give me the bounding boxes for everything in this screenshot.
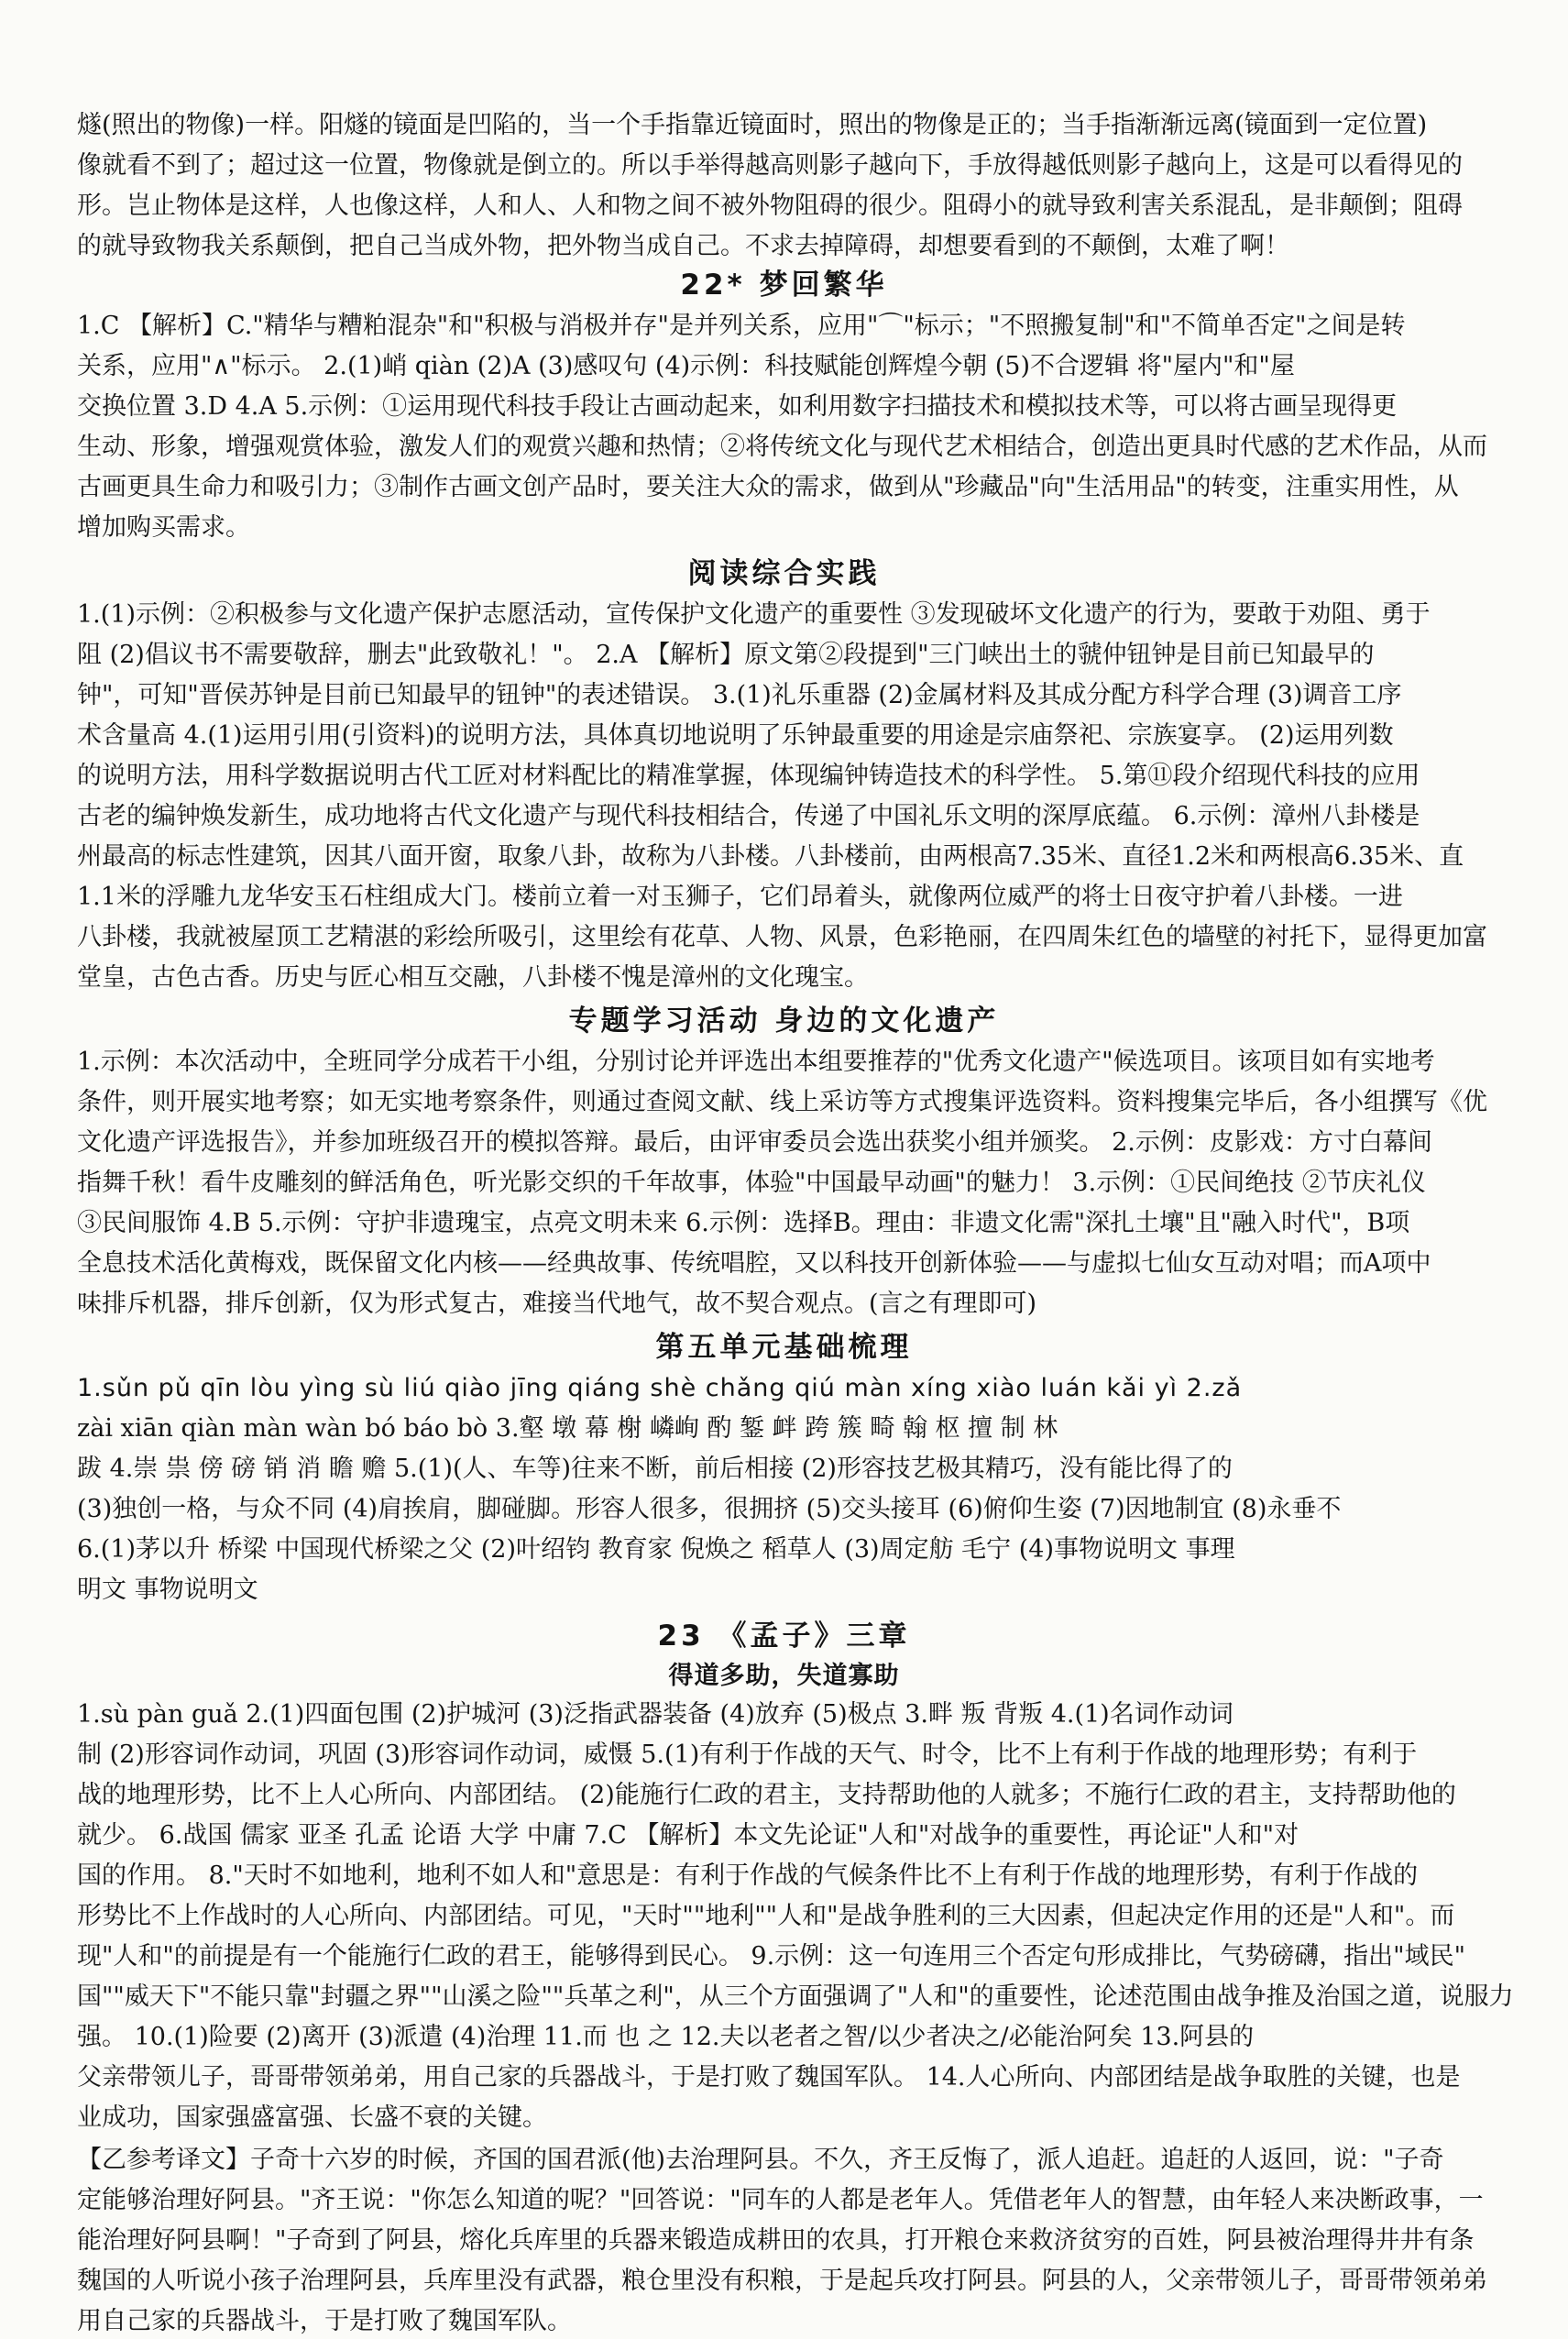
translation-line: 定能够治理好阿县。"齐王说："你怎么知道的呢？"回答说："同车的人都是老年人。凭借老年人的智慧，由年轻人来决断政事，一 [77, 2186, 1484, 2214]
text-line: 州最高的标志性建筑，因其八面开窗，取象八卦，故称为八卦楼。八卦楼前，由两根高7.35米、直径1.2米和两根高6.35米、直 [77, 842, 1464, 871]
text-line: 6.(1)茅以升 桥梁 中国现代桥梁之父 (2)叶绍钧 教育家 倪焕之 稻草人 (3)周定舫 毛宁 (4)事物说明文 事理 [77, 1535, 1235, 1564]
text-line: 文化遗产评选报告》，并参加班级召开的模拟答辩。最后，由评审委员会选出获奖小组并颁奖。 2.示例：皮影戏：方寸白幕间 [77, 1128, 1432, 1157]
text-line: 燧(照出的物像)一样。阳燧的镜面是凹陷的，当一个手指靠近镜面时，照出的物像是正的；当手指渐渐远离(镜面到一定位置) [77, 111, 1428, 139]
section-heading-activity: 专题学习活动 身边的文化遗产 [568, 1005, 1000, 1038]
text-line: 形。岂止物体是这样，人也像这样，人和人、人和物之间不被外物阻碍的很少。阻碍小的就导致利害关系混乱，是非颠倒；阻碍 [77, 192, 1463, 220]
text-line: 像就看不到了；超过这一位置，物像就是倒立的。所以手举得越高则影子越向下，手放得越低则影子越向上，这是可以看得见的 [77, 151, 1463, 180]
section-subheading-23: 得道多助，失道寡助 [668, 1662, 900, 1690]
text-line: 1.示例：本次活动中，全班同学分成若干小组，分别讨论并评选出本组要推荐的"优秀文化遗产"候选项目。该项目如有实地考 [77, 1048, 1435, 1076]
section-heading-unit5: 第五单元基础梳理 [655, 1331, 913, 1364]
text-line: 术含量高 4.(1)运用引用(引资料)的说明方法，具体真切地说明了乐钟最重要的用途是宗庙祭祀、宗族宴享。 (2)运用列数 [77, 721, 1394, 750]
text-line: 跋 4.崇 祟 傍 磅 销 消 瞻 赡 5.(1)(人、车等)往来不断，前后相接 (2)形容技艺极其精巧，没有能比得了的 [77, 1455, 1233, 1483]
text-line: 1.C 【解析】C."精华与糟粕混杂"和"积极与消极并存"是并列关系，应用"⌒"标示；"不照搬复制"和"不简单否定"之间是转 [77, 312, 1406, 340]
text-line: 阻 (2)倡议书不需要敬辞，删去"此致敬礼！"。 2.A 【解析】原文第②段提到"三门峡出土的虢仲钮钟是目前已知最早的 [77, 641, 1375, 669]
text-line: 强。 10.(1)险要 (2)离开 (3)派遣 (4)治理 11.而 也 之 12.夫以老者之智/以少者决之/必能治阿矣 13.阿县的 [77, 2023, 1255, 2051]
text-line: 八卦楼，我就被屋顶工艺精湛的彩绘所吸引，这里绘有花草、人物、风景，色彩艳丽，在四周朱红色的墙壁的衬托下，显得更加富 [77, 923, 1487, 951]
text-line: 生动、形象，增强观赏体验，激发人们的观赏兴趣和热情；②将传统文化与现代艺术相结合，创造出更具时代感的艺术作品，从而 [77, 433, 1487, 461]
text-line: 关系，应用"∧"标示。 2.(1)峭 qiàn (2)A (3)感叹句 (4)示例：科技赋能创辉煌今朝 (5)不合逻辑 将"屋内"和"屋 [77, 352, 1295, 380]
section-heading-22: 22* 梦回繁华 [680, 269, 888, 302]
translation-line: 用自己家的兵器战斗，于是打败了魏国军队。 [77, 2307, 572, 2335]
text-line: (3)独创一格，与众不同 (4)肩挨肩，脚碰脚。形容人很多，很拥挤 (5)交头接耳 (6)俯仰生姿 (7)因地制宜 (8)永垂不 [77, 1495, 1342, 1523]
text-line: 增加购买需求。 [77, 513, 250, 542]
text-line: zài xiān qiàn màn wàn bó báo bò 3.壑 墩 幕 榭 嶙峋 酌 錾 衅 跨 簇 畸 翰 枢 擅 制 林 [77, 1414, 1058, 1443]
text-line: ③民间服饰 4.B 5.示例：守护非遗瑰宝，点亮文明未来 6.示例：选择B。理由：非遗文化需"深扎土壤"且"融入时代"，B项 [77, 1209, 1410, 1237]
text-line: 制 (2)形容词作动词，巩固 (3)形容词作动词，威慑 5.(1)有利于作战的天气、时令，比不上有利于作战的地理形势；有利于 [77, 1741, 1418, 1769]
text-line: 战的地理形势，比不上人心所向、内部团结。 (2)能施行仁政的君主，支持帮助他的人就多；不施行仁政的君主，支持帮助他的 [77, 1781, 1456, 1809]
text-line: 1.(1)示例：②积极参与文化遗产保护志愿活动，宣传保护文化遗产的重要性 ③发现破坏文化遗产的行为，要敢于劝阻、勇于 [77, 600, 1431, 629]
text-line: 条件，则开展实地考察；如无实地考察条件，则通过查阅文献、线上采访等方式搜集评选资料。资料搜集完毕后，各小组撰写《优 [77, 1088, 1487, 1116]
text-line: 明文 事物说明文 [77, 1576, 258, 1604]
text-line: 国""威天下"不能只靠"封疆之界""山溪之险""兵革之利"，从三个方面强调了"人和"的重要性，论述范围由战争推及治国之道，说服力 [77, 1982, 1514, 2011]
text-line: 1.1米的浮雕九龙华安玉石柱组成大门。楼前立着一对玉狮子，它们昂着头，就像两位威严的将士日夜守护着八卦楼。一进 [77, 883, 1403, 911]
text-line: 父亲带领儿子，哥哥带领弟弟，用自己家的兵器战斗，于是打败了魏国军队。 14.人心所向、内部团结是战争取胜的关键，也是 [77, 2063, 1461, 2092]
translation-line: 【乙参考译文】子奇十六岁的时候，齐国的国君派(他)去治理阿县。不久，齐王反悔了，派人追赶。追赶的人返回，说："子奇 [77, 2146, 1444, 2174]
pinyin-line: 1.sǔn pǔ qīn lòu yìng sù liú qiào jīng qiáng shè chǎng qiú màn xíng xiào luán kǎi yì 2.zǎ [77, 1374, 1243, 1402]
translation-line: 能治理好阿县啊！"子奇到了阿县，熔化兵库里的兵器来锻造成耕田的农具，打开粮仓来救济贫穷的百姓，阿县被治理得井井有条 [77, 2226, 1475, 2255]
text-line: 味排斥机器，排斥创新，仅为形式复古，难接当代地气，故不契合观点。(言之有理即可) [77, 1290, 1037, 1318]
text-line: 古画更具生命力和吸引力；③制作古画文创产品时，要关注大众的需求，做到从"珍藏品"向"生活用品"的转变，注重实用性，从 [77, 473, 1459, 501]
text-line: 国的作用。 8."天时不如地利，地利不如人和"意思是：有利于作战的气候条件比不上有利于作战的地理形势，有利于作战的 [77, 1861, 1419, 1890]
text-line: 就少。 6.战国 儒家 亚圣 孔孟 论语 大学 中庸 7.C 【解析】本文先论证"人和"对战争的重要性，再论证"人和"对 [77, 1821, 1299, 1850]
section-heading-23: 23 《孟子》三章 [657, 1620, 911, 1653]
text-line: 全息技术活化黄梅戏，既保留文化内核——经典故事、传统唱腔，又以科技开创新体验——与虚拟七仙女互动对唱；而A项中 [77, 1249, 1431, 1278]
text-line: 指舞千秋！看牛皮雕刻的鲜活角色，听光影交织的千年故事，体验"中国最早动画"的魅力！ 3.示例：①民间绝技 ②节庆礼仪 [77, 1169, 1426, 1197]
text-line: 古老的编钟焕发新生，成功地将古代文化遗产与现代科技相结合，传递了中国礼乐文明的深厚底蕴。 6.示例：漳州八卦楼是 [77, 802, 1420, 830]
text-line: 钟"，可知"晋侯苏钟是目前已知最早的钮钟"的表述错误。 3.(1)礼乐重器 (2)金属材料及其成分配方科学合理 (3)调音工序 [77, 681, 1402, 709]
text-line: 交换位置 3.D 4.A 5.示例：①运用现代科技手段让古画动起来，如利用数字扫描技术和模拟技术等，可以将古画呈现得更 [77, 392, 1398, 421]
text-line: 现"人和"的前提是有一个能施行仁政的君王，能够得到民心。 9.示例：这一句连用三个否定句形成排比，气势磅礴，指出"域民" [77, 1942, 1466, 1971]
text-line: 的就导致物我关系颠倒，把自己当成外物，把外物当成自己。不求去掉障碍，却想要看到的不颠倒，太难了啊！ [77, 232, 1289, 260]
text-line: 1.sù pàn guǎ 2.(1)四面包围 (2)护城河 (3)泛指武器装备 (4)放弃 (5)极点 3.畔 叛 背叛 4.(1)名词作动词 [77, 1700, 1234, 1729]
text-line: 业成功，国家强盛富强、长盛不衰的关键。 [77, 2103, 547, 2132]
section-heading-reading: 阅读综合实践 [687, 557, 881, 590]
text-line: 堂皇，古色古香。历史与匠心相互交融，八卦楼不愧是漳州的文化瑰宝。 [77, 963, 869, 992]
text-line: 形势比不上作战时的人心所向、内部团结。可见，"天时""地利""人和"是战争胜利的三大因素，但起决定作用的还是"人和"。而 [77, 1902, 1455, 1930]
text-line: 的说明方法，用科学数据说明古代工匠对材料配比的精准掌握，体现编钟铸造技术的科学性。 5.第⑪段介绍现代科技的应用 [77, 762, 1420, 790]
translation-line: 魏国的人听说小孩子治理阿县，兵库里没有武器，粮仓里没有积粮，于是起兵攻打阿县。阿县的人，父亲带领儿子，哥哥带领弟弟 [77, 2267, 1487, 2295]
